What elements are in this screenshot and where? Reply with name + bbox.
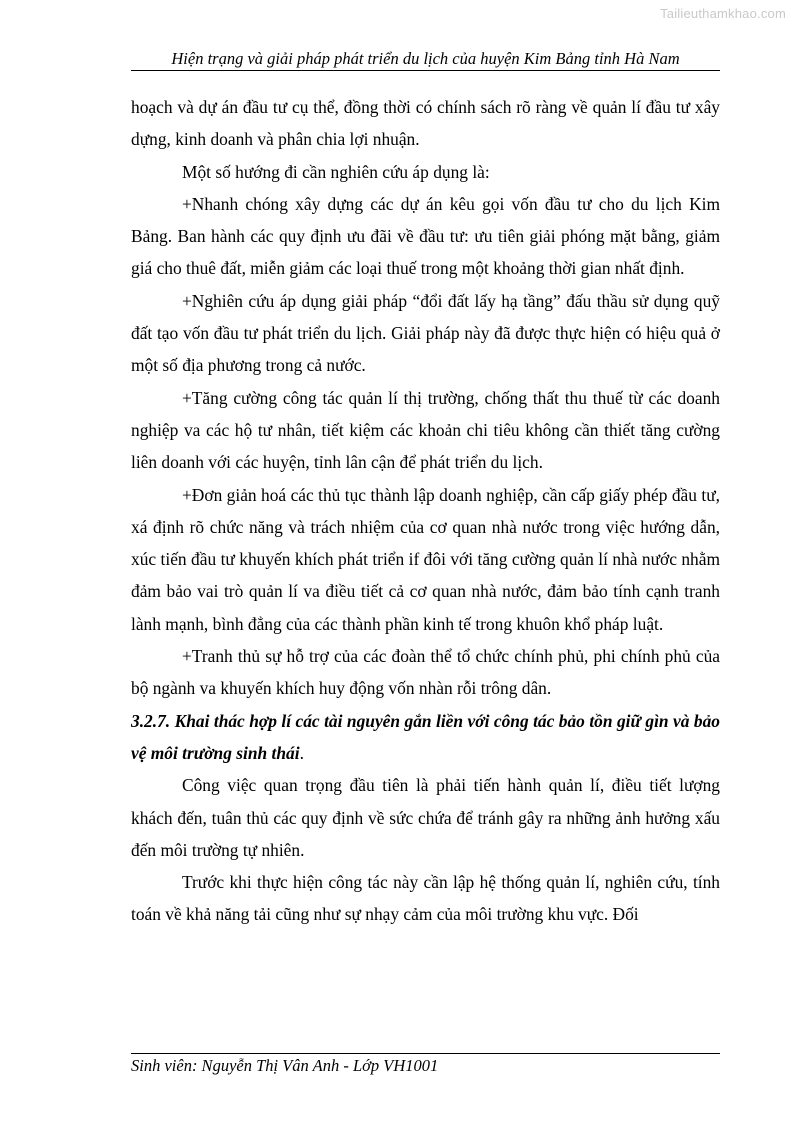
section-title-end: . — [299, 742, 304, 763]
paragraph: Trước khi thực hiện công tác này cần lập hệ thống quản lí, nghiên cứu, tính toán về khả năng tải cũng như sự nhạy cảm của môi trường khu vực. Đối — [131, 872, 720, 925]
paragraph: +Tăng cường công tác quản lí thị trường, chống thất thu thuế từ các doanh nghiệp va các hộ tư nhân, tiết kiệm các khoản chi tiêu không cần thiết tăng cường liên doanh với các huyện, tỉnh lân cận để phát triển du lịch. — [131, 387, 720, 473]
paragraph: Một số hướng đi cần nghiên cứu áp dụng là: — [182, 161, 490, 182]
section-heading — [131, 705, 720, 770]
paragraph: +Tranh thủ sự hỗ trợ của các đoàn thể tổ chức chính phủ, phi chính phủ của bộ ngành va khuyến khích huy động vốn nhàn rỗi trông dân. — [131, 646, 720, 699]
paragraph: Công việc quan trọng đầu tiên là phải tiến hành quản lí, điều tiết lượng khách đến, tuân thủ các quy định về sức chứa để tránh gây ra những ảnh hưởng xấu đến môi trường tự nhiên. — [131, 775, 720, 860]
paragraph: +Đơn giản hoá các thủ tục thành lập doanh nghiệp, cần cấp giấy phép đầu tư, xá định rõ chức năng và trách nhiệm của cơ quan nhà nước trong việc hướng dẫn, xúc tiến đầu tư khuyến khích phát triển if đôi với tăng cường quản lí nhà nước nhằm đảm bảo vai trò quản lí va điều tiết cả cơ quan nhà nước, đảm bảo tính cạnh tranh lành mạnh, bình đẳng của các thành phần kinh tế trong khuôn khổ pháp luật. — [131, 484, 720, 634]
page-footer: Sinh viên: Nguyễn Thị Vân Anh - Lớp VH1001 — [131, 1056, 439, 1075]
header-divider — [131, 70, 720, 71]
watermark: Tailieuthamkhao.com — [660, 6, 786, 21]
document-body — [131, 91, 720, 931]
paragraph: hoạch và dự án đầu tư cụ thể, đồng thời có chính sách rõ ràng về quản lí đầu tư xây dựng, kinh doanh và phân chia lợi nhuận. — [131, 97, 720, 150]
paragraph: +Nghiên cứu áp dụng giải pháp “đổi đất lấy hạ tầng” đấu thầu sử dụng quỹ đất tạo vốn đầu tư phát triển du lịch. Giải pháp này đã được thực hiện có hiệu quả ở một số địa phương trong cả nước. — [131, 290, 720, 376]
paragraph: +Nhanh chóng xây dựng các dự án kêu gọi vốn đầu tư cho du lịch Kim Bảng. Ban hành các quy định ưu đãi về đầu tư: ưu tiên giải phóng mặt bằng, giảm giá cho thuê đất, miễn giảm các loại thuế trong một khoảng thời gian nhất định. — [131, 193, 720, 279]
section-number: 3.2.7. — [131, 710, 171, 731]
page-header-title: Hiện trạng và giải pháp phát triển du lịch của huyện Kim Bảng tỉnh Hà Nam — [171, 49, 680, 68]
footer-divider — [131, 1053, 720, 1054]
section-title: Khai thác hợp lí các tài nguyên gắn liền với công tác bảo tồn giữ gìn và bảo vệ môi trường sinh thái — [131, 710, 720, 763]
